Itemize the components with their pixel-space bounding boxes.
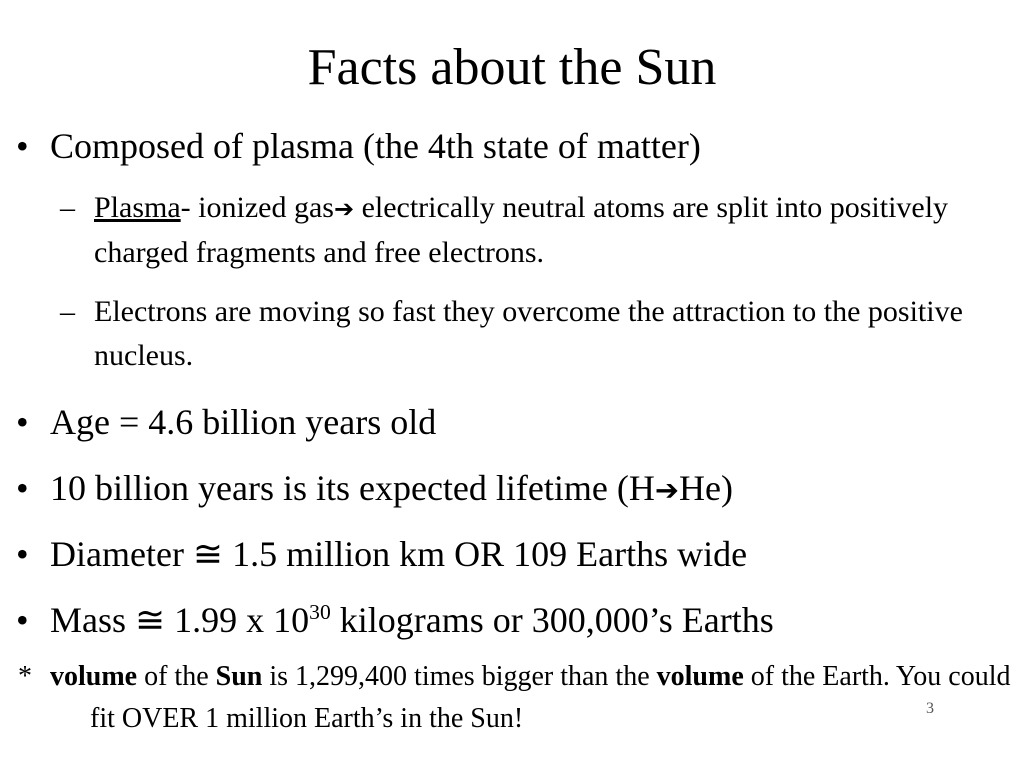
bullet-diameter [16,532,747,576]
bullet-text: Diameter ≅ 1.5 million km OR 109 Earths wide [50,534,748,574]
dash-glyph: – [60,191,75,224]
bullet-text: Age = 4.6 billion years old [50,402,437,442]
arrow-icon: ➔ [654,473,679,507]
mass-exponent: 30 [309,600,331,624]
note-bold-sun: Sun [215,661,263,692]
note-text: of the Earth. You could fit OVER 1 million Earth’s in the Sun! [90,661,1011,734]
sub-bullet-plasma [60,186,1020,275]
bullet-glyph: • [16,402,29,442]
bullet-age [16,400,436,444]
lifetime-text-end: He) [679,468,733,508]
plasma-definition: - ionized gas [180,191,334,224]
bullet-glyph: • [16,126,29,166]
lifetime-text-start: 10 billion years is its expected lifetime (H [50,468,655,508]
bullet-mass [16,598,774,642]
page-number: 3 [926,700,934,717]
slide-title: Facts about the Sun [307,39,717,96]
mass-text-end: kilograms or 300,000’s Earths [330,600,774,640]
bullet-glyph: • [16,534,29,574]
sub-bullet-electrons [60,290,1020,378]
asterisk: * [18,661,32,692]
arrow-icon: ➔ [333,195,355,223]
note-bold-volume: volume [50,661,138,692]
note-text: of the [137,661,216,692]
plasma-explanation: electrically neutral atoms are split into positively charged fragments and free electrons. [94,191,949,269]
note-bold-volume: volume [656,661,744,692]
dash-glyph: – [60,295,75,328]
mass-text-start: Mass ≅ 1.99 x 10 [50,600,310,640]
bullet-lifetime [16,466,733,512]
bullet-text: Composed of plasma (the 4th state of matter) [50,126,701,166]
bullet-composed [16,124,701,168]
electrons-text: Electrons are moving so fast they overcome the attraction to the positive nucleus. [94,295,963,372]
bullet-glyph: • [16,600,29,640]
note-text: is 1,299,400 times bigger than the [262,661,657,692]
plasma-term: Plasma [94,191,181,224]
volume-note [18,656,1018,740]
bullet-glyph: • [16,468,29,508]
